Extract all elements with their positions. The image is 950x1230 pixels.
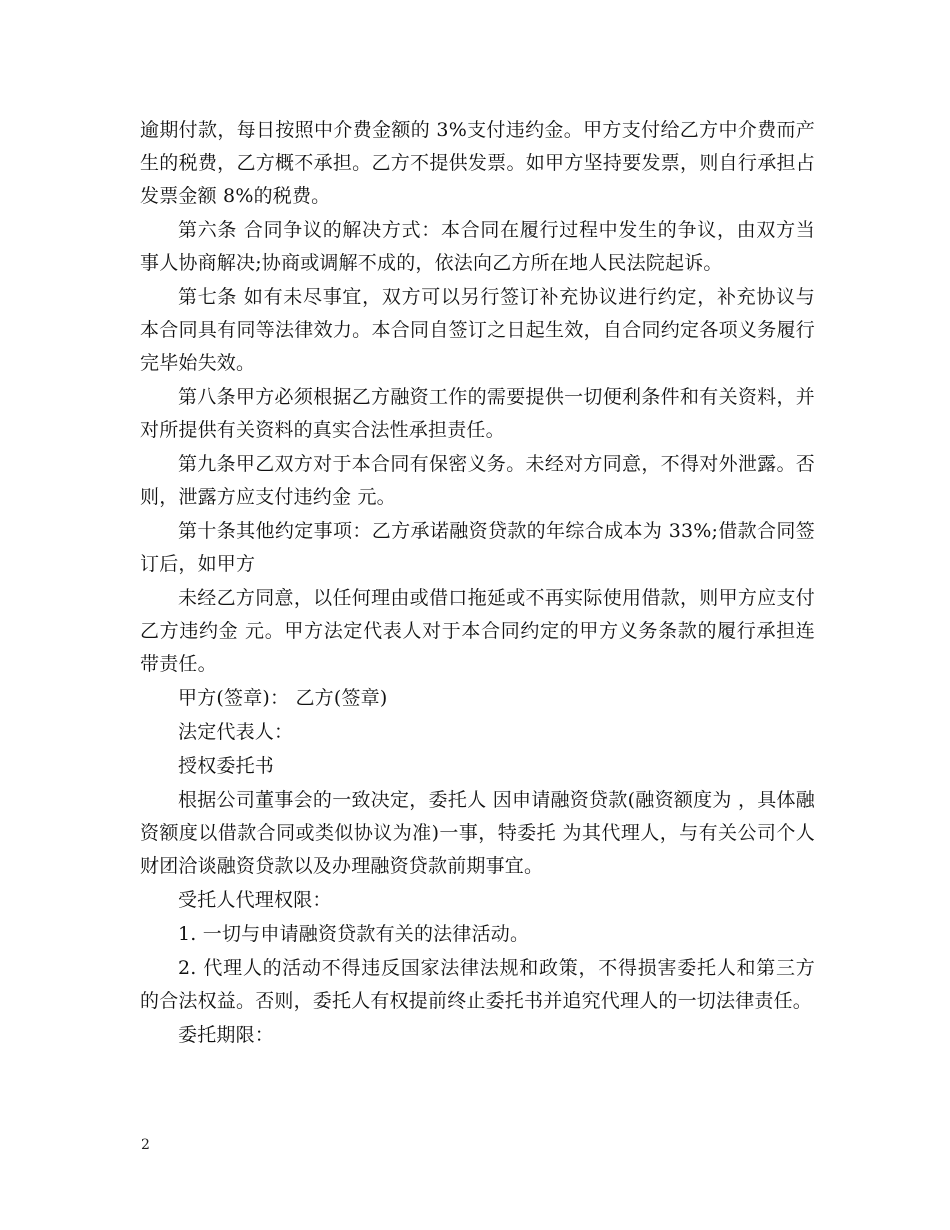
page-number: 2 bbox=[141, 1137, 150, 1153]
agent-authority-heading: 受托人代理权限： bbox=[178, 889, 332, 911]
authority-item-2: 2. 代理人的活动不得违反国家法律法规和政策，不得损害委托人和第三方的合法权益。否则，委托人有权提前终止委托书并追究代理人的一切法律责任。 bbox=[140, 957, 815, 1012]
paragraph-article-7: 第七条 如有未尽事宜，双方可以另行签订补充协议进行约定，补充协议与本合同具有同等法律效力。本合同自签订之日起生效，自合同约定各项义务履行完毕始失效。 bbox=[140, 286, 815, 374]
paragraph-late-payment: 逾期付款，每日按照中介费金额的 3%支付违约金。甲方支付给乙方中介费而产生的税费，乙方概不承担。乙方不提供发票。如甲方坚持要发票，则自行承担占发票金额 8%的税费。 bbox=[140, 119, 815, 207]
authority-item-1: 1. 一切与申请融资贷款有关的法律活动。 bbox=[178, 923, 530, 945]
paragraph-article-10: 第十条其他约定事项：乙方承诺融资贷款的年综合成本为 33%;借款合同签订后，如甲方 bbox=[140, 520, 815, 575]
paragraph-authorization: 根据公司董事会的一致决定，委托人 因申请融资贷款(融资额度为 ，具体融资额度以借款合同或类似协议为准)一事，特委托 为其代理人，与有关公司个人财团洽谈融资贷款以及办理融资贷款前期事宜。 bbox=[140, 789, 815, 877]
section-title-power-of-attorney: 授权委托书 bbox=[178, 755, 275, 777]
document-body bbox=[140, 113, 815, 1052]
legal-representative-line: 法定代表人： bbox=[178, 721, 294, 743]
paragraph-article-8: 第八条甲方必须根据乙方融资工作的需要提供一切便利条件和有关资料，并对所提供有关资料的真实合法性承担责任。 bbox=[140, 386, 815, 441]
paragraph-article-10-continued: 未经乙方同意，以任何理由或借口拖延或不再实际使用借款，则甲方应支付乙方违约金 元。甲方法定代表人对于本合同约定的甲方义务条款的履行承担连带责任。 bbox=[140, 587, 815, 675]
paragraph-article-6: 第六条 合同争议的解决方式：本合同在履行过程中发生的争议，由双方当事人协商解决;协商或调解不成的，依法向乙方所在地人民法院起诉。 bbox=[140, 219, 815, 274]
signature-line: 甲方(签章)： 乙方(签章) bbox=[178, 687, 388, 709]
paragraph-article-9: 第九条甲乙双方对于本合同有保密义务。未经对方同意，不得对外泄露。否则，泄露方应支付违约金 元。 bbox=[140, 453, 815, 508]
entrustment-period-heading: 委托期限： bbox=[178, 1024, 275, 1046]
